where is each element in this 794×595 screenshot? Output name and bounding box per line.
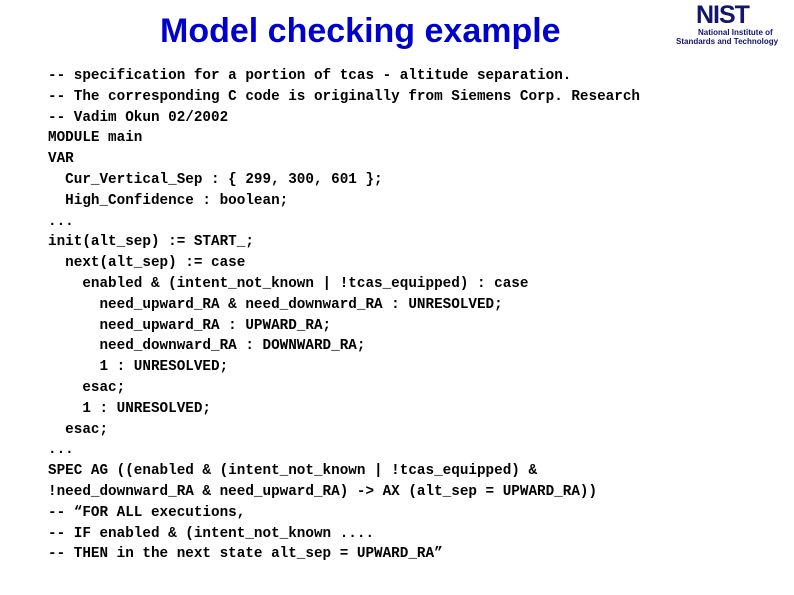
code-line: High_Confidence : boolean;	[48, 192, 289, 209]
code-line: 1 : UNRESOLVED;	[48, 400, 212, 417]
code-line: -- Vadim Okun 02/2002	[48, 109, 229, 126]
slide-title: Model checking example	[160, 12, 561, 50]
code-line: Cur_Vertical_Sep : { 299, 300, 601 };	[48, 171, 383, 188]
nist-logo	[672, 2, 792, 48]
code-line: SPEC AG ((enabled & (intent_not_known | !tcas_equipped) &	[48, 463, 538, 480]
code-line: esac;	[48, 421, 109, 438]
code-line: -- IF enabled & (intent_not_known ....	[48, 525, 375, 542]
code-line: init(alt_sep) := START_;	[48, 234, 254, 251]
code-line: enabled & (intent_not_known | !tcas_equipped) : case	[48, 275, 529, 292]
code-block	[48, 66, 788, 565]
code-line: ...	[48, 442, 74, 459]
code-line: !need_downward_RA & need_upward_RA) -> AX (alt_sep = UPWARD_RA))	[48, 483, 598, 500]
code-line: -- “FOR ALL executions,	[48, 504, 246, 521]
code-line: VAR	[48, 151, 74, 168]
code-line: need_upward_RA : UPWARD_RA;	[48, 317, 332, 334]
code-line: next(alt_sep) := case	[48, 255, 246, 272]
code-line: 1 : UNRESOLVED;	[48, 359, 229, 376]
code-line: need_downward_RA : DOWNWARD_RA;	[48, 338, 366, 355]
code-line: -- The corresponding C code is originally from Siemens Corp. Research	[48, 88, 640, 105]
nist-logo-line-2: Standards and Technology	[676, 37, 779, 46]
nist-logo-word: NIST	[696, 1, 749, 29]
code-line: -- specification for a portion of tcas - altitude separation.	[48, 68, 572, 84]
code-line: esac;	[48, 379, 126, 396]
code-line: need_upward_RA & need_downward_RA : UNRESOLVED;	[48, 296, 503, 313]
nist-logo-line-1: National Institute of	[698, 28, 773, 37]
code-line: MODULE main	[48, 130, 143, 147]
code-line: ...	[48, 213, 74, 230]
code-line: -- THEN in the next state alt_sep = UPWARD_RA”	[48, 546, 443, 563]
